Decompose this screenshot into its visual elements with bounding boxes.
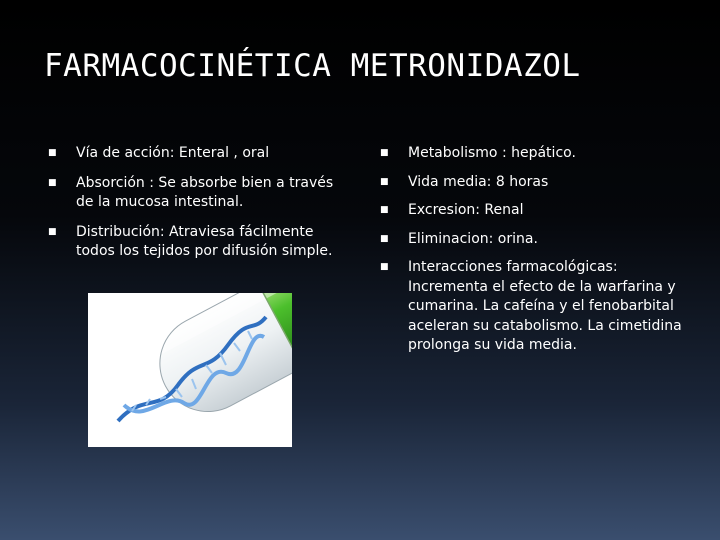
bullet-icon: ■ bbox=[48, 148, 57, 158]
item-text: hepático. bbox=[506, 145, 576, 161]
list-item bbox=[380, 230, 690, 250]
list-item bbox=[380, 201, 690, 221]
list-item bbox=[48, 174, 348, 213]
item-text: Incrementa el efecto de la warfarina y cumarina. La cafeína y el fenobarbital aceleran su catabolismo. La cimetidina prolonga su vida media. bbox=[408, 278, 682, 353]
list-item bbox=[48, 223, 348, 262]
bullet-icon: ■ bbox=[380, 148, 389, 158]
item-label: Vida media: bbox=[408, 173, 492, 190]
list-item bbox=[380, 258, 690, 356]
item-text: orina. bbox=[493, 230, 538, 247]
item-label: Excresion: bbox=[408, 202, 480, 218]
bullet-icon: ■ bbox=[48, 226, 57, 237]
item-label: Distribución: bbox=[76, 223, 165, 240]
item-text: Renal bbox=[479, 202, 524, 218]
capsule-illustration bbox=[88, 293, 292, 447]
item-text: Se absorbe bien a través de la mucosa intestinal. bbox=[76, 174, 334, 210]
item-text: Enteral , oral bbox=[174, 145, 270, 161]
bullet-icon: ■ bbox=[380, 233, 389, 244]
list-item bbox=[380, 173, 690, 193]
bullet-icon: ■ bbox=[380, 176, 389, 187]
bullet-icon: ■ bbox=[380, 262, 389, 272]
left-column bbox=[48, 144, 348, 272]
item-label: Interacciones farmacológicas: bbox=[408, 259, 618, 275]
bullet-icon: ■ bbox=[380, 205, 389, 215]
list-item bbox=[380, 144, 690, 164]
bullet-icon: ■ bbox=[48, 177, 57, 188]
item-label: Metabolismo : bbox=[408, 145, 507, 161]
slide-title: FARMACOCINÉTICA METRONIDAZOL bbox=[44, 48, 581, 84]
item-label: Vía de acción: bbox=[76, 145, 175, 161]
item-text: 8 horas bbox=[491, 173, 549, 190]
right-column bbox=[380, 144, 690, 365]
item-label: Eliminacion: bbox=[408, 230, 494, 247]
item-label: Absorción : bbox=[76, 174, 154, 191]
dna-capsule-image bbox=[88, 293, 292, 447]
list-item bbox=[48, 144, 348, 164]
item-text: Atraviesa fácilmente todos los tejidos por difusión simple. bbox=[76, 223, 333, 259]
